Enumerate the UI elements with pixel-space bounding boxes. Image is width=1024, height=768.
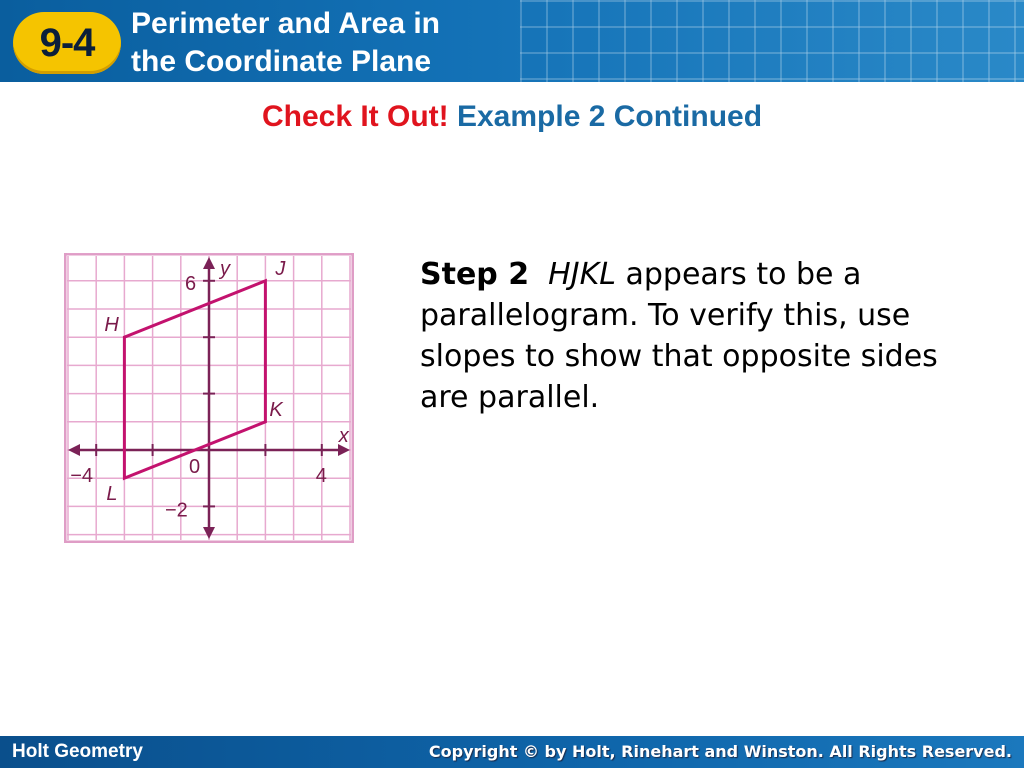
step-description xyxy=(420,254,980,418)
tick-label-y-6: 6 xyxy=(185,272,197,295)
footer-copyright: Copyright © by Holt, Rinehart and Winston. All Rights Reserved. xyxy=(428,742,1012,761)
y-axis-label: y xyxy=(220,258,230,280)
header-grid-pattern xyxy=(520,0,1024,82)
check-it-out-label: Check It Out! xyxy=(261,100,449,133)
lesson-badge xyxy=(13,12,121,74)
vertex-label-k: K xyxy=(269,398,283,421)
header-bar xyxy=(0,0,1024,82)
step-label: Step 2 xyxy=(420,257,530,292)
footer-publisher-label: Holt Geometry xyxy=(12,741,143,762)
lesson-title-line1: Perimeter and Area in xyxy=(131,7,441,40)
lesson-title-line2: the Coordinate Plane xyxy=(131,45,432,78)
vertex-label-j: J xyxy=(275,257,286,280)
tick-label-x-4: 4 xyxy=(315,465,327,487)
origin-label: 0 xyxy=(189,456,201,478)
footer-bar xyxy=(0,736,1024,768)
coordinate-graph xyxy=(64,253,354,543)
lesson-number: 9-4 xyxy=(39,20,95,65)
vertex-label-l: L xyxy=(106,483,118,506)
lesson-title xyxy=(131,5,551,81)
tick-label-y-neg2: −2 xyxy=(165,499,188,522)
vertex-label-h: H xyxy=(104,314,119,337)
example-label: Example 2 Continued xyxy=(456,100,763,133)
slide-title xyxy=(0,100,1024,134)
step-body-text: appears to be a parallelogram. To verify this, use slopes to show that opposite sides are parallel. xyxy=(420,257,938,415)
figure-name: HJKL xyxy=(548,257,616,292)
tick-label-x-neg4: −4 xyxy=(70,465,94,487)
x-axis-label: x xyxy=(338,425,349,447)
